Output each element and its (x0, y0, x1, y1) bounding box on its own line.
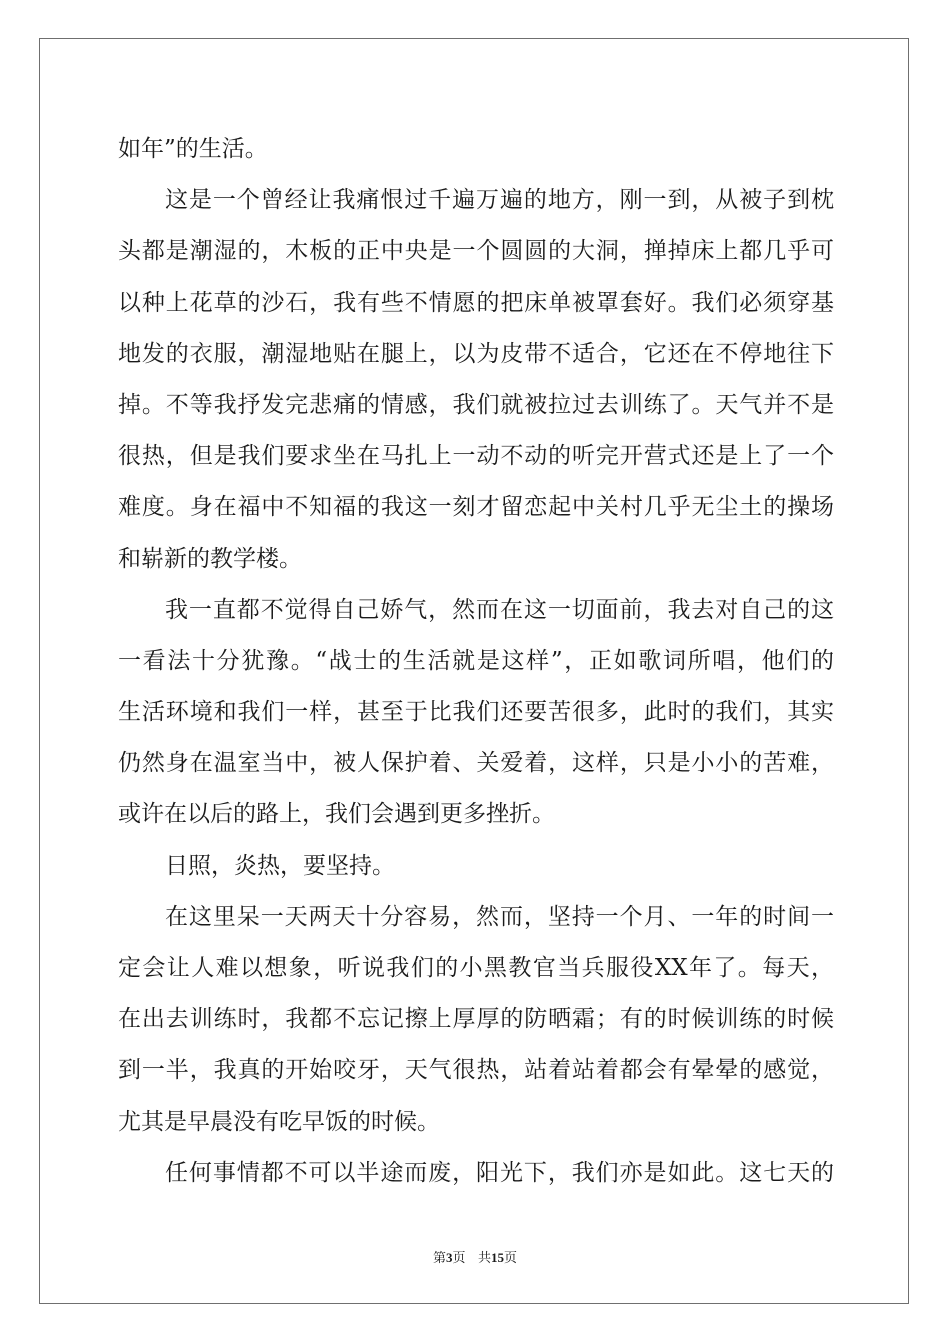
page-current-number: 3 (446, 1250, 453, 1265)
page-total-number: 15 (490, 1250, 504, 1265)
text-line: 一看法十分犹豫。“战士的生活就是这样”，正如歌词所唱，他们的 (118, 647, 834, 674)
text-line: 以种上花草的沙石，我有些不情愿的把床单被罩套好。我们必须穿基 (118, 289, 834, 316)
text-line: 在出去训练时，我都不忘记擦上厚厚的防晒霜；有的时候训练的时候 (118, 1006, 834, 1033)
text-line: 或许在以后的路上，我们会遇到更多挫折。 (118, 801, 555, 828)
text-line: 很热，但是我们要求坐在马扎上一动不动的听完开营式还是上了一个 (118, 443, 834, 470)
text-line: 头都是潮湿的，木板的正中央是一个圆圆的大洞，掸掉床上都几乎可 (118, 238, 834, 265)
paragraph-start-line: 任何事情都不可以半途而废，阳光下，我们亦是如此。这七天的 (165, 1159, 834, 1186)
text-line: 掉。不等我抒发完悲痛的情感，我们就被拉过去训练了。天气并不是 (118, 391, 834, 418)
text-line: 定会让人难以想象，听说我们的小黑教官当兵服役XX年了。每天， (118, 955, 834, 981)
text-line: 地发的衣服，潮湿地贴在腿上，以为皮带不适合，它还在不停地往下 (118, 340, 834, 367)
paragraph-start-line: 日照，炎热，要坚持。 (165, 852, 395, 879)
paragraph-start-line: 在这里呆一天两天十分容易，然而，坚持一个月、一年的时间一 (165, 903, 834, 930)
text-line: 如年”的生活。 (118, 136, 268, 162)
text-line: 尤其是早晨没有吃早饭的时候。 (118, 1108, 440, 1135)
page-suffix: 页 (503, 1251, 517, 1266)
paragraph-start-line: 这是一个曾经让我痛恨过千遍万遍的地方，刚一到，从被子到枕 (165, 187, 834, 214)
page-middle-text: 页 共 (452, 1251, 491, 1266)
text-line: 生活环境和我们一样，甚至于比我们还要苦很多，此时的我们，其实 (118, 699, 834, 726)
text-line: 难度。身在福中不知福的我这一刻才留恋起中关村几乎无尘土的操场 (118, 494, 834, 521)
text-line: 到一半，我真的开始咬牙，天气很热，站着站着都会有晕晕的感觉， (118, 1057, 834, 1084)
document-body (118, 124, 834, 1199)
page-footer (0, 1247, 950, 1266)
text-line: 和崭新的教学楼。 (118, 545, 302, 572)
text-line: 仍然身在温室当中，被人保护着、关爱着，这样，只是小小的苦难， (118, 750, 834, 777)
paragraph-start-line: 我一直都不觉得自己娇气，然而在这一切面前，我去对自己的这 (165, 596, 834, 623)
page-prefix: 第 (433, 1251, 447, 1266)
